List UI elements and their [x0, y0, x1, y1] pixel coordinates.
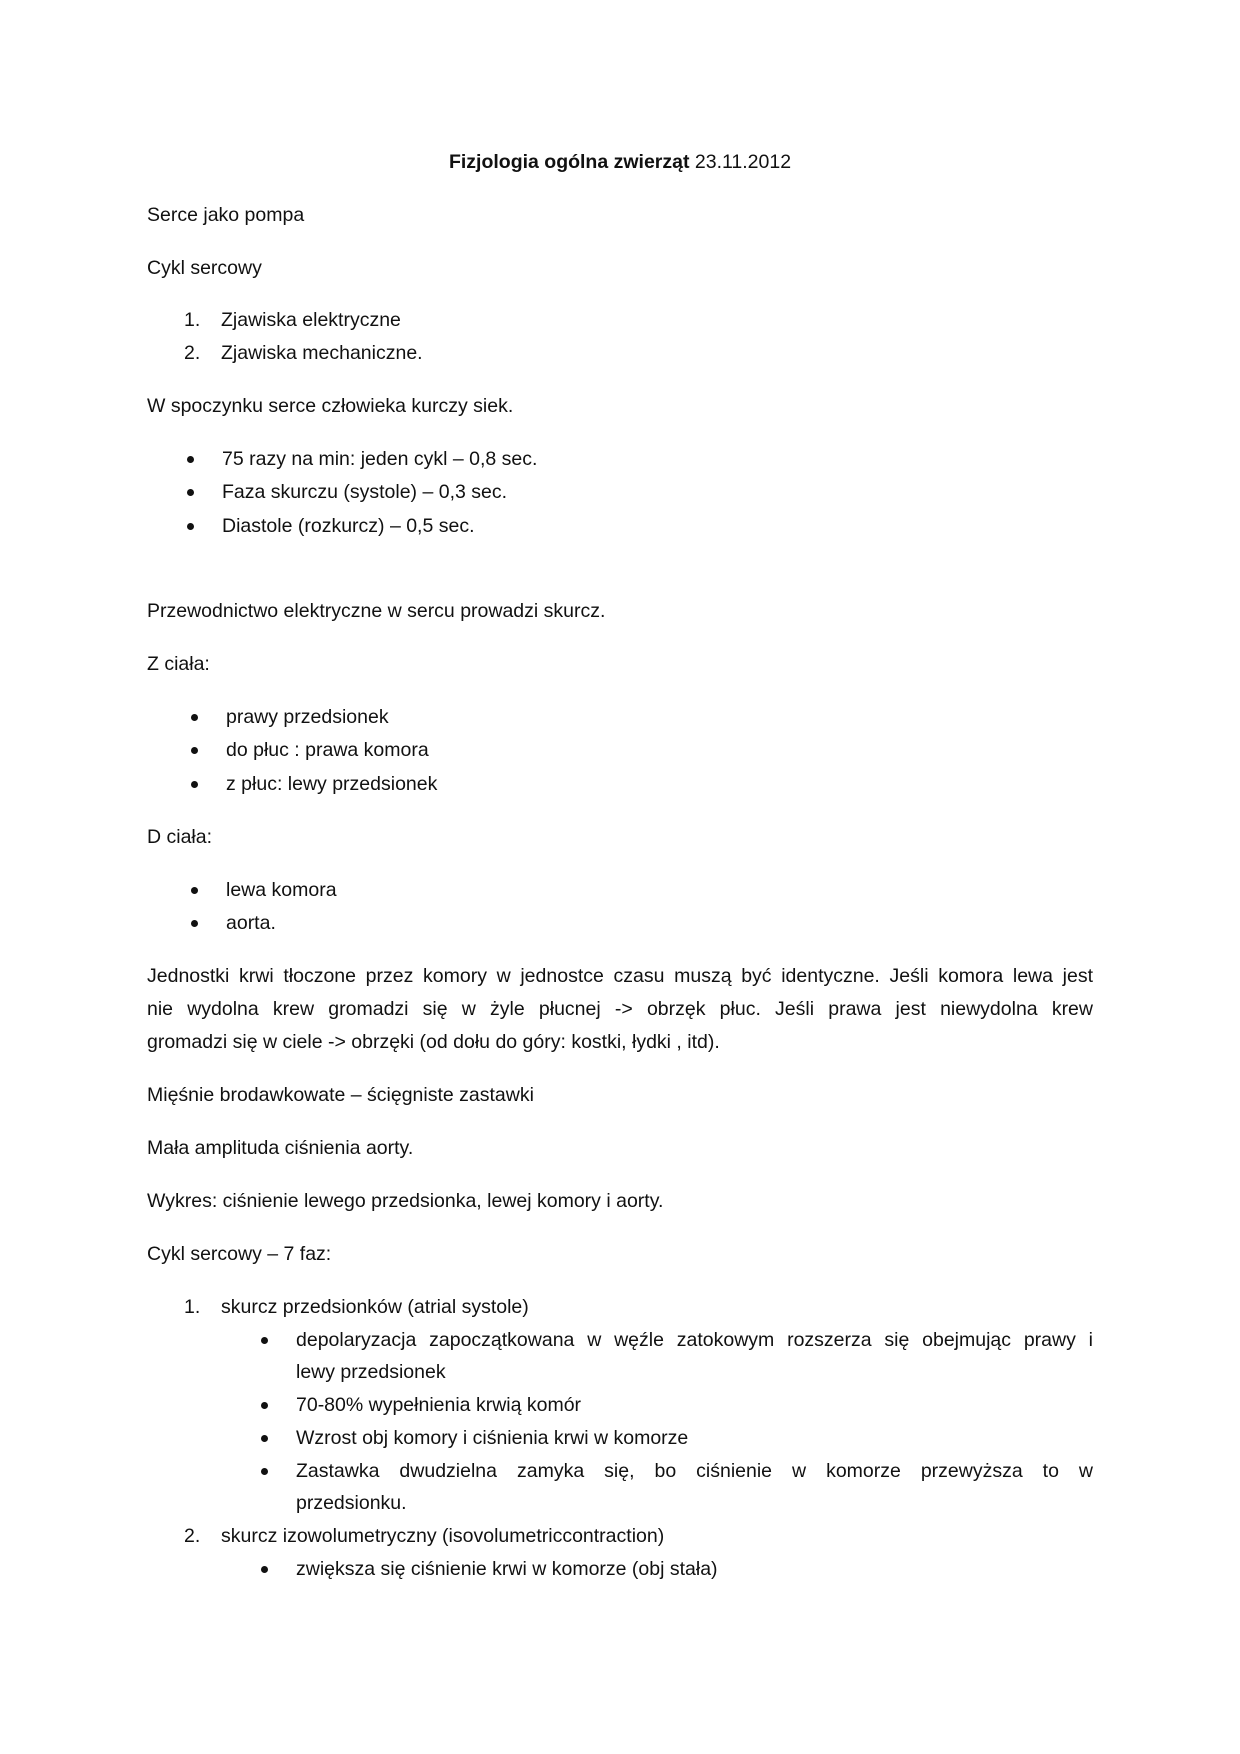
list-number: 2. — [184, 342, 201, 364]
bullet-icon — [261, 1402, 268, 1409]
list-item-text: Diastole (rozkurcz) – 0,5 sec. — [222, 515, 475, 537]
bullet-icon — [261, 1337, 268, 1344]
bullet-icon — [261, 1435, 268, 1442]
list-item-text: lewa komora — [226, 879, 337, 901]
list-item-text: Zjawiska elektryczne — [221, 309, 401, 331]
bullet-icon — [187, 456, 194, 463]
title-bold: Fizjologia ogólna zwierząt — [448, 151, 690, 173]
paragraph-miesnie: Mięśnie brodawkowate – ścięgniste zastawki — [147, 1084, 534, 1106]
list-item — [184, 341, 200, 365]
list-item-text: z płuc: lewy przedsionek — [226, 773, 438, 795]
list-item-text: Zjawiska mechaniczne. — [221, 342, 423, 364]
sub-item-line: Zastawka dwudzielna zamyka się, bo ciśnienie w komorze przewyższa to w — [296, 1460, 1093, 1482]
sub-item-line: Wzrost obj komory i ciśnienia krwi w komorze — [296, 1427, 689, 1449]
paragraph-przewodnictwo: Przewodnictwo elektryczne w sercu prowadzi skurcz. — [147, 600, 606, 622]
list-item-text: do płuc : prawa komora — [226, 739, 429, 761]
list-number: 1. — [184, 309, 201, 331]
paragraph-spoczynek: W spoczynku serce człowieka kurczy siek. — [147, 395, 514, 417]
list-item-text: 75 razy na min: jeden cykl – 0,8 sec. — [222, 448, 538, 470]
page-title — [0, 150, 1240, 174]
paragraph-jednostki-line: Jednostki krwi tłoczone przez komory w jednostce czasu muszą być identyczne. Jeśli komora lewa jest — [147, 965, 1093, 987]
list-item-text: skurcz izowolumetryczny (isovolumetriccontraction) — [221, 1525, 665, 1547]
bullet-icon — [187, 489, 194, 496]
sub-item-line: przedsionku. — [296, 1492, 407, 1514]
bullet-icon — [191, 781, 198, 788]
list-item — [184, 308, 200, 332]
bullet-icon — [187, 523, 194, 530]
paragraph-jednostki-line: gromadzi się w ciele -> obrzęki (od dołu do góry: kostki, łydki , itd). — [147, 1031, 720, 1053]
paragraph-jednostki-line: nie wydolna krew gromadzi się w żyle płucnej -> obrzęk płuc. Jeśli prawa jest niewydolna krew — [147, 998, 1093, 1020]
heading-cykl: Cykl sercowy — [147, 257, 262, 279]
paragraph-wykres: Wykres: ciśnienie lewego przedsionka, lewej komory i aorty. — [147, 1190, 664, 1212]
title-date: 23.11.2012 — [694, 151, 792, 173]
sub-item-line: lewy przedsionek — [296, 1361, 446, 1383]
list-number: 1. — [184, 1296, 201, 1318]
sub-item-line: depolaryzacja zapoczątkowana w węźle zatokowym rozszerza się obejmując prawy i — [296, 1329, 1093, 1351]
bullet-icon — [191, 887, 198, 894]
heading-z-ciala: Z ciała: — [147, 653, 210, 675]
list-number: 2. — [184, 1525, 201, 1547]
list-item-text: skurcz przedsionków (atrial systole) — [221, 1296, 529, 1318]
bullet-icon — [191, 747, 198, 754]
bullet-icon — [261, 1468, 268, 1475]
list-item-text: prawy przedsionek — [226, 706, 389, 728]
heading-serce: Serce jako pompa — [147, 204, 305, 226]
bullet-icon — [261, 1566, 268, 1573]
bullet-icon — [191, 920, 198, 927]
heading-faz: Cykl sercowy – 7 faz: — [147, 1243, 332, 1265]
list-item-text: aorta. — [226, 912, 276, 934]
heading-d-ciala: D ciała: — [147, 826, 213, 848]
bullet-icon — [191, 714, 198, 721]
paragraph-amplituda: Mała amplituda ciśnienia aorty. — [147, 1137, 414, 1159]
list-item-text: Faza skurczu (systole) – 0,3 sec. — [222, 481, 508, 503]
sub-item-line: zwiększa się ciśnienie krwi w komorze (obj stała) — [296, 1558, 718, 1580]
sub-item-line: 70-80% wypełnienia krwią komór — [296, 1394, 582, 1416]
